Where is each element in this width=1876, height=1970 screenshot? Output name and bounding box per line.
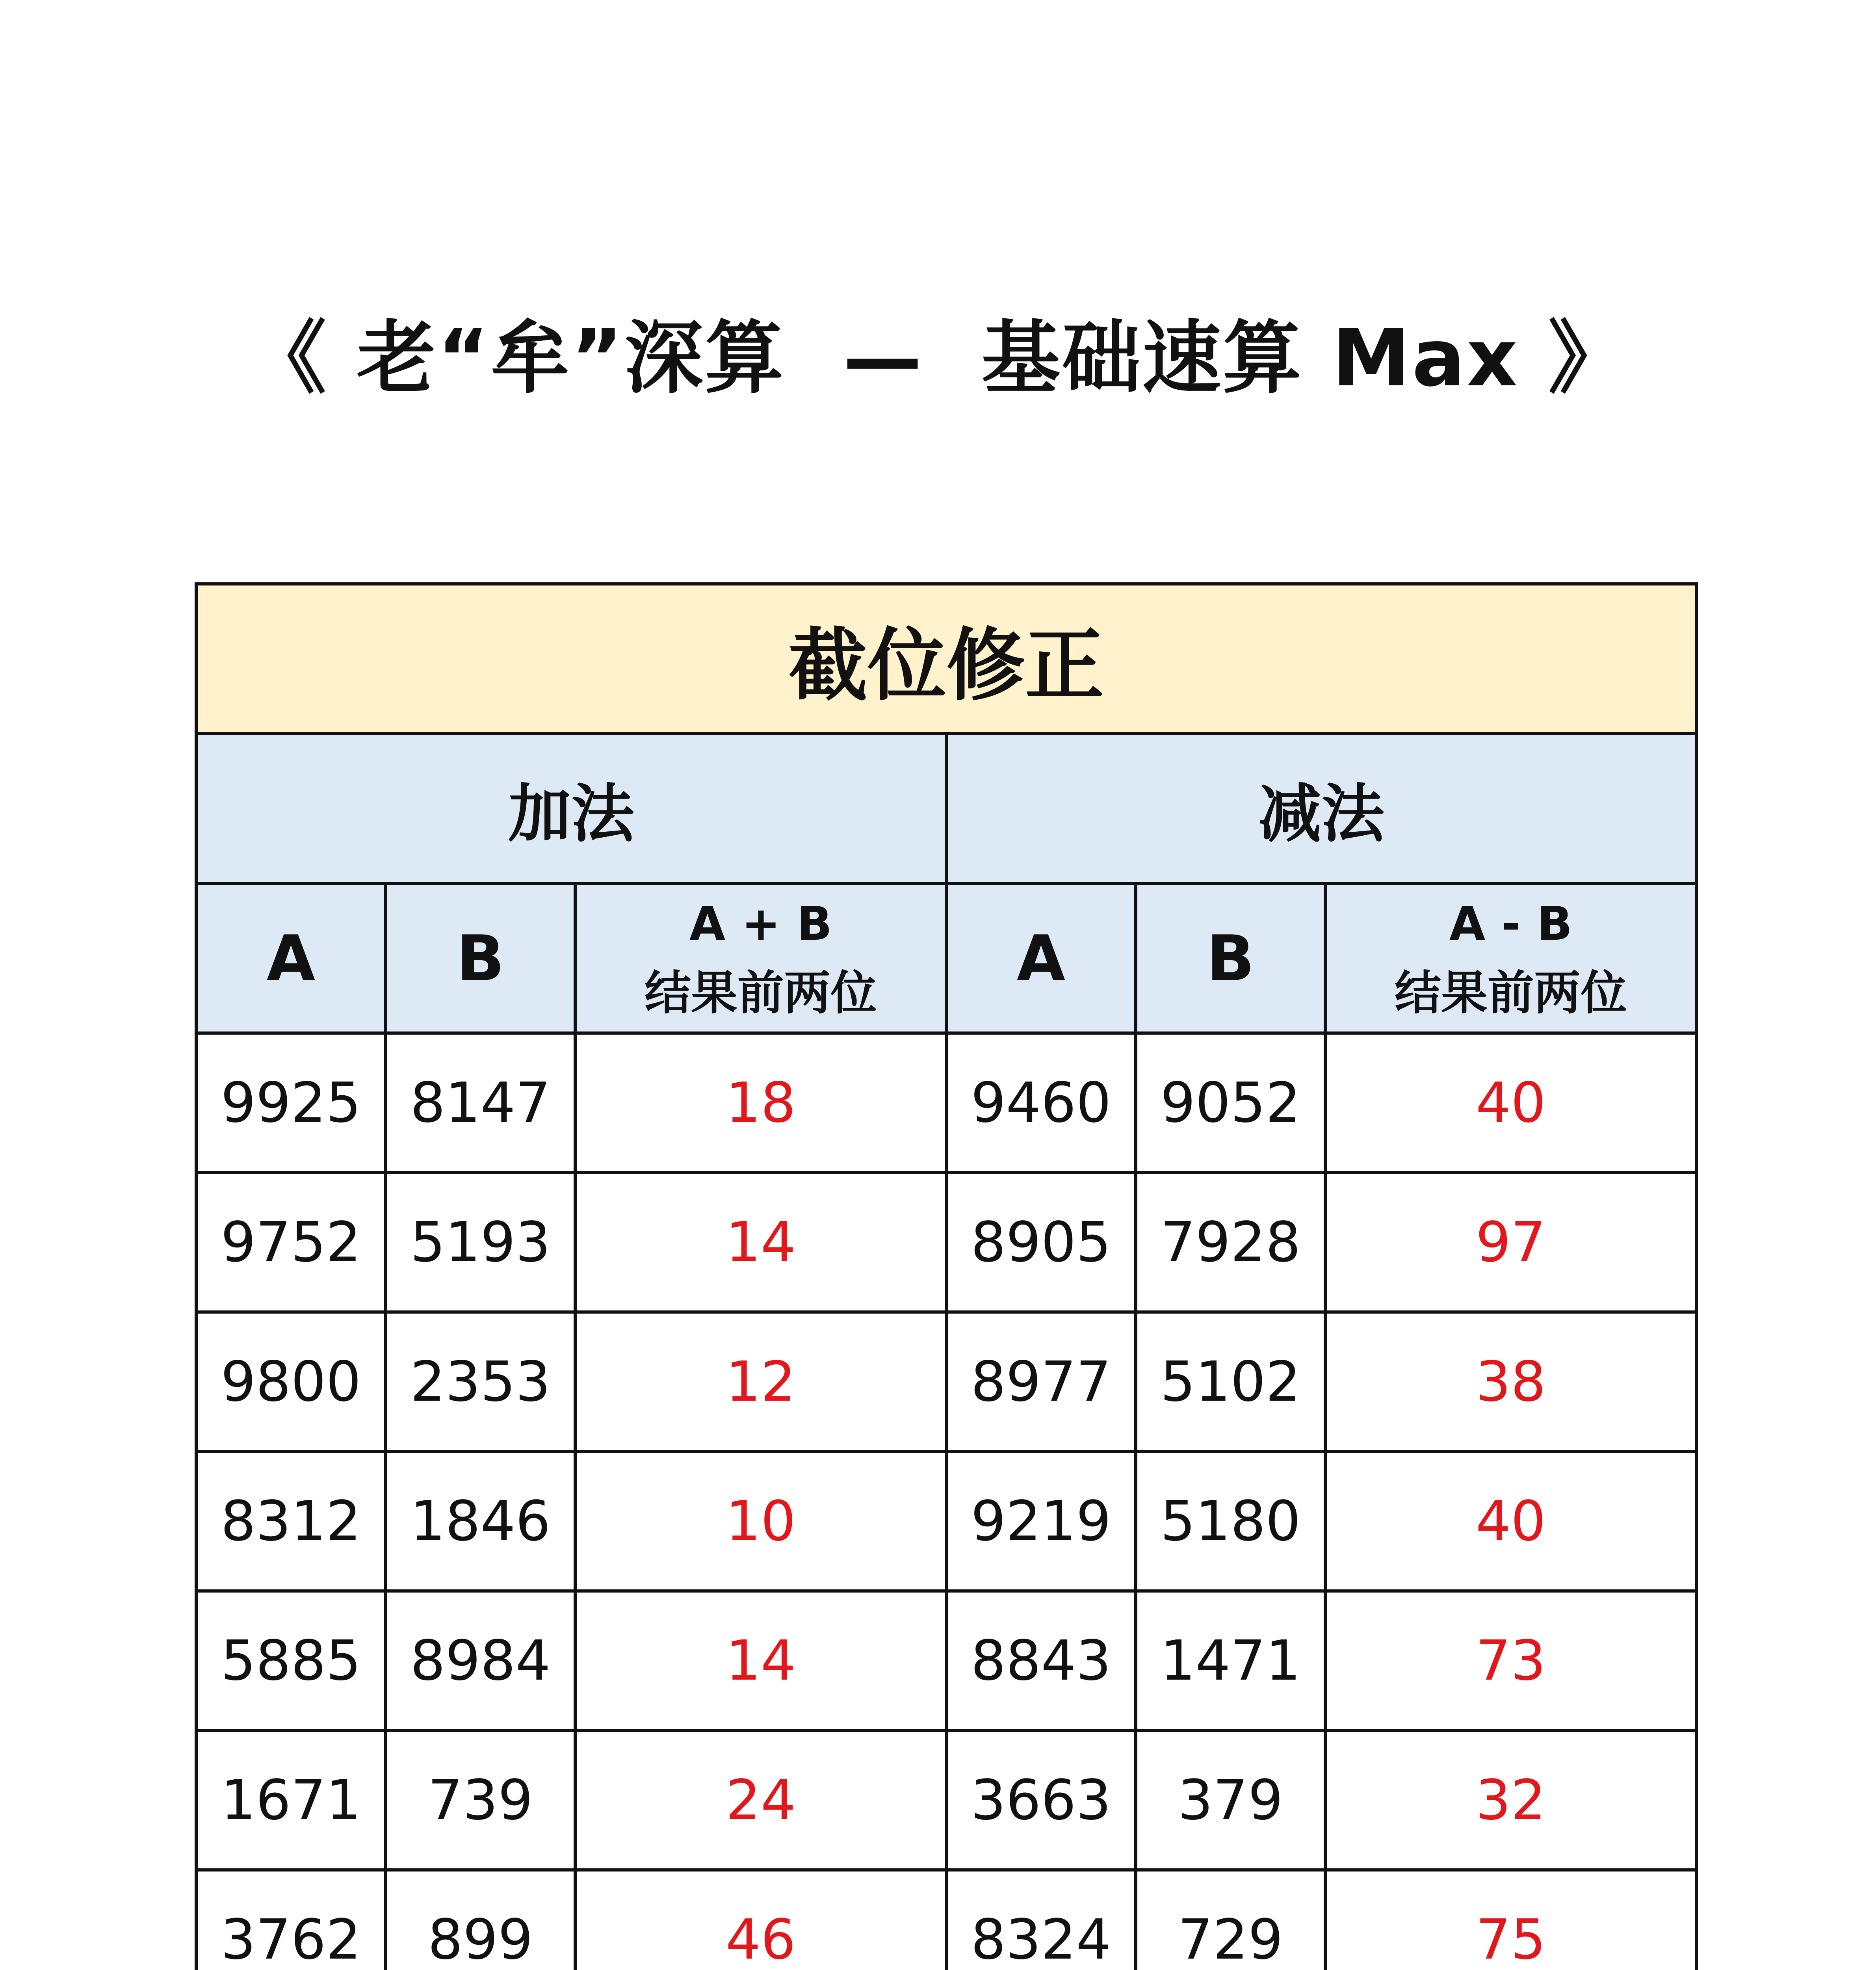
cell-add-a: 9800 — [196, 1312, 386, 1451]
cell-add-result: 10 — [575, 1451, 946, 1591]
table-row — [196, 1033, 1696, 1173]
cell-add-a: 9752 — [196, 1173, 386, 1312]
column-header-row — [196, 883, 1696, 1033]
page-title: 《 老“牟”深算 — 基础速算 Max 》 — [247, 312, 1629, 404]
table-title-row — [196, 584, 1696, 734]
table-row — [196, 1312, 1696, 1451]
cell-sub-b: 5102 — [1136, 1312, 1325, 1451]
column-header-add-note: 结果前两位 — [644, 966, 877, 1020]
cell-sub-a: 9219 — [946, 1451, 1136, 1591]
cell-add-a: 9925 — [196, 1033, 386, 1173]
table-title: 截位修正 — [196, 584, 1696, 734]
column-header-sub-b: B — [1136, 883, 1325, 1033]
cell-sub-b: 1471 — [1136, 1591, 1325, 1730]
cell-add-result: 46 — [575, 1870, 946, 1970]
cell-add-a: 3762 — [196, 1870, 386, 1970]
column-header-add-a: A — [196, 883, 386, 1033]
column-header-add-b: B — [386, 883, 575, 1033]
cell-add-b: 8984 — [386, 1591, 575, 1730]
cell-add-result: 18 — [575, 1033, 946, 1173]
cell-add-b: 8147 — [386, 1033, 575, 1173]
cell-add-a: 5885 — [196, 1591, 386, 1730]
cell-sub-b: 379 — [1136, 1730, 1325, 1870]
cell-add-b: 739 — [386, 1730, 575, 1870]
cell-sub-result: 97 — [1325, 1173, 1696, 1312]
cell-sub-a: 8843 — [946, 1591, 1136, 1730]
cell-add-result: 14 — [575, 1591, 946, 1730]
column-header-sub-note: 结果前两位 — [1395, 966, 1627, 1020]
group-header-row — [196, 734, 1696, 883]
cell-sub-a: 9460 — [946, 1033, 1136, 1173]
cell-sub-result: 73 — [1325, 1591, 1696, 1730]
column-header-add-formula: A + B — [689, 896, 832, 951]
cell-add-a: 1671 — [196, 1730, 386, 1870]
cell-sub-a: 3663 — [946, 1730, 1136, 1870]
cell-sub-result: 38 — [1325, 1312, 1696, 1451]
column-header-sub-a: A — [946, 883, 1136, 1033]
cell-sub-b: 7928 — [1136, 1173, 1325, 1312]
cell-add-b: 1846 — [386, 1451, 575, 1591]
cell-add-b: 5193 — [386, 1173, 575, 1312]
group-header-subtraction: 减法 — [946, 734, 1696, 883]
table-row — [196, 1451, 1696, 1591]
column-header-add-result — [575, 883, 946, 1033]
cell-add-a: 8312 — [196, 1451, 386, 1591]
cell-sub-result: 75 — [1325, 1870, 1696, 1970]
cell-sub-a: 8324 — [946, 1870, 1136, 1970]
table-row — [196, 1870, 1696, 1970]
cell-sub-a: 8905 — [946, 1173, 1136, 1312]
cell-add-result: 14 — [575, 1173, 946, 1312]
practice-table — [195, 582, 1698, 1970]
cell-add-result: 24 — [575, 1730, 946, 1870]
cell-add-b: 899 — [386, 1870, 575, 1970]
cell-add-result: 12 — [575, 1312, 946, 1451]
table-row — [196, 1730, 1696, 1870]
cell-sub-result: 40 — [1325, 1451, 1696, 1591]
cell-sub-b: 729 — [1136, 1870, 1325, 1970]
column-header-sub-result — [1325, 883, 1696, 1033]
cell-sub-result: 40 — [1325, 1033, 1696, 1173]
cell-sub-a: 8977 — [946, 1312, 1136, 1451]
cell-sub-result: 32 — [1325, 1730, 1696, 1870]
cell-sub-b: 9052 — [1136, 1033, 1325, 1173]
cell-add-b: 2353 — [386, 1312, 575, 1451]
group-header-addition: 加法 — [196, 734, 946, 883]
column-header-sub-formula: A - B — [1449, 896, 1573, 951]
table-row — [196, 1173, 1696, 1312]
table-row — [196, 1591, 1696, 1730]
cell-sub-b: 5180 — [1136, 1451, 1325, 1591]
